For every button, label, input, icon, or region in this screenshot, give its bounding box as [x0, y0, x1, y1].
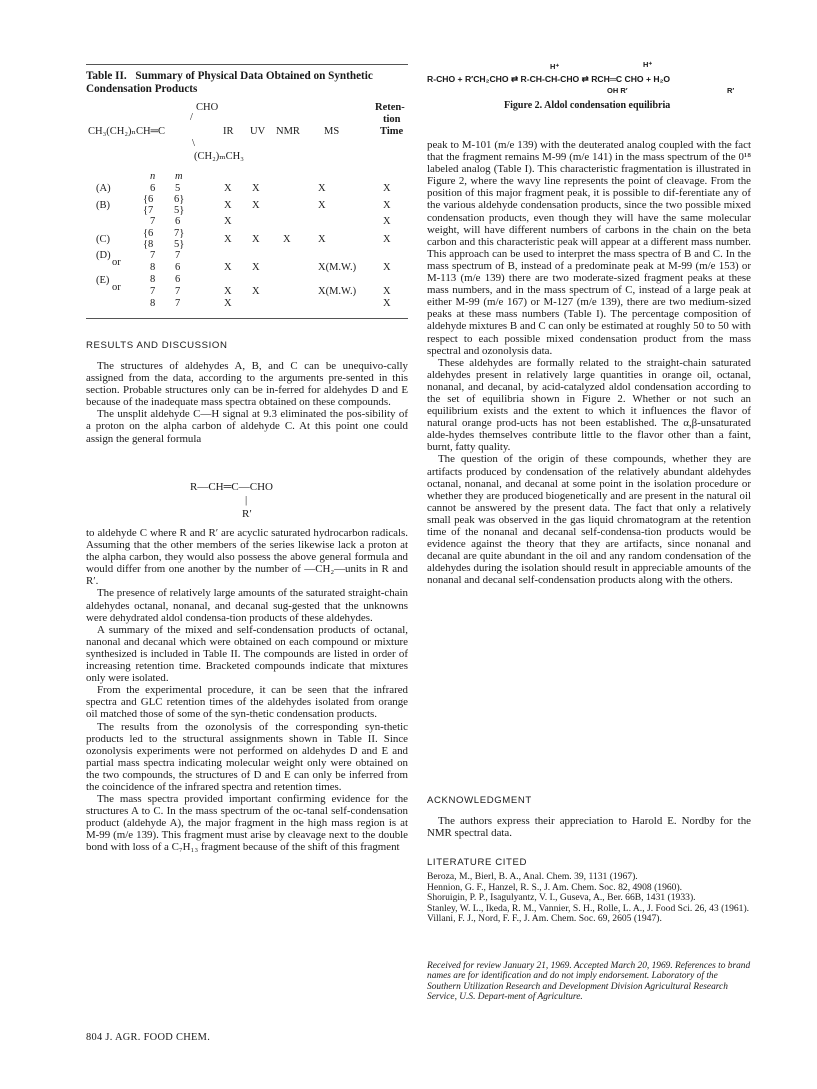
data-table — [86, 0, 408, 320]
paragraph: From the experimental procedure, it can be seen that the infrared spectra and GLC retention times of the aldehydes isolated from orange oil matched those of some of the syn-thetic condensation products. — [86, 684, 408, 721]
table-caption-number: Table II. — [86, 70, 127, 82]
paragraph: to aldehyde C where R and R′ are acyclic saturated hydrocarbon radicals. Assuming that the other members of the series likewise lack a proton at the alpha carbon, they would also possess the above general formula and would differ from one another by the number of —CH₂—units in R and R′. — [86, 527, 408, 588]
col-m: m — [175, 171, 183, 182]
reference-item: Hennion, G. F., Hanzel, R. S., J. Am. Chem. Soc. 82, 4908 (1960). — [427, 881, 683, 893]
section-heading-literature: LITERATURE CITED — [427, 857, 528, 868]
h-plus-label: H⁺ — [643, 60, 653, 69]
row-label: (C) — [96, 234, 110, 245]
structure-main-chain: CH₃(CH₂)ₙCH═C — [88, 126, 166, 137]
cell-ir: X — [224, 298, 232, 309]
cell-ms: X — [318, 200, 326, 211]
reference-item: Villani, F. J., Nord, F. F., J. Am. Chem. Soc. 69, 2605 (1947). — [427, 913, 662, 925]
cell-m: 6 — [175, 216, 181, 227]
cell-uv: X — [252, 286, 260, 297]
cell-uv: X — [252, 200, 260, 211]
table-bottom-rule — [86, 318, 408, 319]
header-retention-2: tion — [383, 114, 401, 125]
cell-nmr: X — [283, 234, 291, 245]
col-n: n — [150, 171, 156, 182]
reference-item: Beroza, M., Bierl, B. A., Anal. Chem. 39, 1131 (1967). — [427, 871, 638, 882]
acknowledgment-text — [427, 815, 751, 839]
equation-subscript: R′ — [727, 86, 735, 95]
cell-ms: X(M.W.) — [318, 286, 357, 297]
h-plus-label: H⁺ — [550, 62, 560, 71]
left-body-part2 — [86, 527, 408, 854]
cell-n: 6 — [150, 183, 156, 194]
paragraph: The structures of aldehydes A, B, and C can be unequivo-cally assigned from the data, according to the arguments pre-sented in this section. Probable structures only can be in-ferred for aldehydes D and E because of the inadequate mass spectra obtained on these compounds. — [86, 360, 408, 409]
cell-rt: X — [383, 200, 391, 211]
table-caption-text: Summary of Physical Data Obtained on Synthetic Condensation Products — [86, 70, 373, 95]
paragraph: A summary of the mixed and self-condensation products of octanal, nanonal and decanal which were obtained on each compound or mixture synthesized is included in Table II. The compounds are listed in order of increasing retention time. Bracketed compounds indicate that mixtures only were isolated. — [86, 623, 408, 685]
cell-ir: X — [224, 216, 232, 227]
cell-ms: X — [318, 234, 326, 245]
cell-rt: X — [383, 183, 391, 194]
right-body — [427, 139, 751, 586]
received-footnote: Received for review January 21, 1969. Accepted March 20, 1969. References to brand names are for identification and do not imply endorsement. Laboratory of the Southern Utilization Research and Development Division Agricultural Research Service, U.S. Depart-ment of Agriculture. — [427, 961, 751, 1003]
cell-n-bracket: {6 {8 — [143, 228, 154, 250]
cell-m-pair: 6 7 — [175, 274, 181, 297]
figure-2-equation — [427, 74, 670, 85]
cell-n-pair: 8 7 — [150, 274, 156, 297]
cell-rt: X — [383, 262, 391, 273]
row-label: (B) — [96, 200, 110, 211]
reference-item: Shoruigin, P. P., Isagulyantz, V. I., Guseva, A., Ber. 66B, 1431 (1933). — [427, 892, 696, 904]
header-nmr: NMR — [276, 126, 300, 137]
reference-item: Stanley, W. L., Ikeda, R. M., Vannier, S. H., Rolle, L. A., J. Food Sci. 26, 43 (1961). — [427, 902, 750, 914]
row-label: (A) — [96, 183, 111, 194]
general-formula — [190, 481, 273, 493]
cell-n-bracket: {6 {7 — [143, 194, 154, 216]
figure-caption: Figure 2. Aldol condensation equilibria — [504, 100, 671, 111]
cell-m-bracket: 7} 5} — [174, 228, 185, 250]
cell-rt: X — [383, 298, 391, 309]
paragraph: The mass spectra provided important confirming evidence for the structures A to C. In the mass spectrum of the oc-tanal self-condensation product (aldehyde A), the major fragment in the high mass region is at M-99 (m/e 139). This fragment must arise by cleavage next to the double bond with loss of a C₇H₁₃ fragment because of the shift of this fragment — [86, 793, 408, 854]
formula-bond: | — [245, 494, 248, 506]
header-retention-1: Reten- — [375, 102, 405, 113]
cell-ms: X — [318, 183, 326, 194]
cell-m-bracket: 6} 5} — [174, 194, 185, 216]
section-heading-results: RESULTS AND DISCUSSION — [86, 340, 228, 351]
cell-rt: X — [383, 234, 391, 245]
cell-rt: X — [383, 286, 391, 297]
cell-ir: X — [224, 262, 232, 273]
paragraph: These aldehydes are formally related to the straight-chain saturated aldehydes present in relatively large quantities in orange oil, octanal, nonanal, and decanal, by acid-catalyzed aldol condensation according to the set of equilibria shown in Figure 2. Whether or not such an equilibrium exists and the extent to which it influences the flavor of natural orange prod-ucts has not been established. The α,β-unsaturated alde-hydes themselves contribute little to the flavor other than a faint, burnt, fatty quality. — [427, 356, 751, 454]
cell-n: 8 — [150, 298, 156, 309]
row-label: (D) — [96, 250, 111, 261]
paragraph: The unsplit aldehyde C—H signal at 9.3 eliminated the pos-sibility of a proton on the alpha carbon of aldehyde C. At this point one could assign the general formula — [86, 408, 408, 445]
or-label: or — [112, 257, 121, 268]
cell-ms: X(M.W.) — [318, 262, 357, 273]
row-label: (E) — [96, 275, 110, 286]
structure-sub-chain: (CH₂)ₘCH₃ — [194, 151, 244, 162]
or-label: or — [112, 282, 121, 293]
paragraph: The results from the ozonolysis of the corresponding syn-thetic products led to the structural assignments shown in Table II. Since ozonolysis experiments were not performed on aldehydes D and E and partial mass spectra indicating molecular weight only were obtained on the two compounds, the structures of D and E can only be inferred from the coincidence of the infrared spectra and retention times. — [86, 720, 408, 793]
cell-ir: X — [224, 183, 232, 194]
header-uv: UV — [250, 126, 266, 137]
formula-line: R—CH═C—CHO — [190, 481, 273, 493]
header-ir: IR — [223, 126, 234, 137]
cell-ir: X — [224, 286, 232, 297]
paragraph: peak to M-101 (m/e 139) with the deuterated analog coupled with the fact that the fragment remains M-99 (m/e 141) in the mass spectrum of the 0¹⁸ labeled analog (Table I). This characteristic fragmentation is illustrated in Figure 2, where the wavy line represents the point of cleavage. From the position of this major fragment peak, it is possible to dif-ferentiate any of the various aldehyde condensation products, since the two possible mixed condensation products, even though they will have the same molecular weight, will have different numbers of carbons in the chain on the beta carbon and this characteristic peak will appear at a different mass number. This approach can be used to interpret the mass spectra of B and C. In the mass spectrum of B, instead of a predominate peak at M-99 (m/e 153) or M-113 (m/e 139) there are two moderate-sized fragment peaks at these mass numbers, and in the mass spectrum of C, instead of a large peak at either M-99 (m/e 167) or M-127 (m/e 139), there are two medium-sized peaks at these mass numbers (Table I). The percentage composition of aldehyde mixtures B and C can only be estimated at roughly 50 to 50 with respect to each possible mixed condensation product from the mass spectral and ozonolysis data. — [427, 139, 751, 357]
cell-m-pair: 7 6 — [175, 250, 181, 273]
cell-ir: X — [224, 234, 232, 245]
cell-uv: X — [252, 262, 260, 273]
equation-text: R-CHO + R′CH₂CHO ⇄ R-CH-CH-CHO ⇄ RCH═C CHO + H₂O — [427, 74, 671, 84]
cell-ir: X — [224, 200, 232, 211]
cell-m: 7 — [175, 298, 181, 309]
paragraph: The presence of relatively large amounts of the saturated straight-chain aldehydes octanal, nonanal, and decanal sug-gested that the unknowns were dehydrated aldol condensa-tion products of these aldehydes. — [86, 587, 408, 624]
header-retention-3: Time — [380, 126, 404, 137]
cell-n-pair: 7 8 — [150, 250, 156, 273]
structure-bond-up: / — [190, 112, 193, 123]
paragraph: The question of the origin of these compounds, whether they are artifacts produced by condensation of the relatively abundant aldehydes octanal, nonanal, and decanal at some point in the isolation procedure or whether they are produced biogenetically and are present in the natural oil cannot be answered by the present data. The fact that only a relatively small peak was observed in the gas liquid chromatogram at the retention time of the nonanal and decanal self-condensa-tion products would be evidence against the theory that they are artifacts, since nonanal and decanal are quite abundant in the oil and any random condensation of the aldehydes during the isolation should result in appreciable amounts of the nonanal and decanal self-condensation products along with the others. — [427, 453, 751, 587]
reference-list — [427, 872, 751, 925]
left-body-part1 — [86, 360, 408, 445]
equation-subscript: OH R′ — [607, 86, 628, 95]
cell-uv: X — [252, 183, 260, 194]
structure-cho: CHO — [196, 102, 219, 113]
structure-bond-down: \ — [192, 138, 195, 149]
paragraph: The authors express their appreciation to Harold E. Nordby for the NMR spectral data. — [427, 815, 751, 840]
section-heading-acknowledgment: ACKNOWLEDGMENT — [427, 795, 532, 806]
cell-n: 7 — [150, 216, 156, 227]
page-footer: 804 J. AGR. FOOD CHEM. — [86, 1032, 211, 1043]
cell-rt: X — [383, 216, 391, 227]
header-ms: MS — [324, 126, 340, 137]
cell-m: 5 — [175, 183, 181, 194]
cell-uv: X — [252, 234, 260, 245]
formula-substituent: R′ — [242, 508, 252, 520]
